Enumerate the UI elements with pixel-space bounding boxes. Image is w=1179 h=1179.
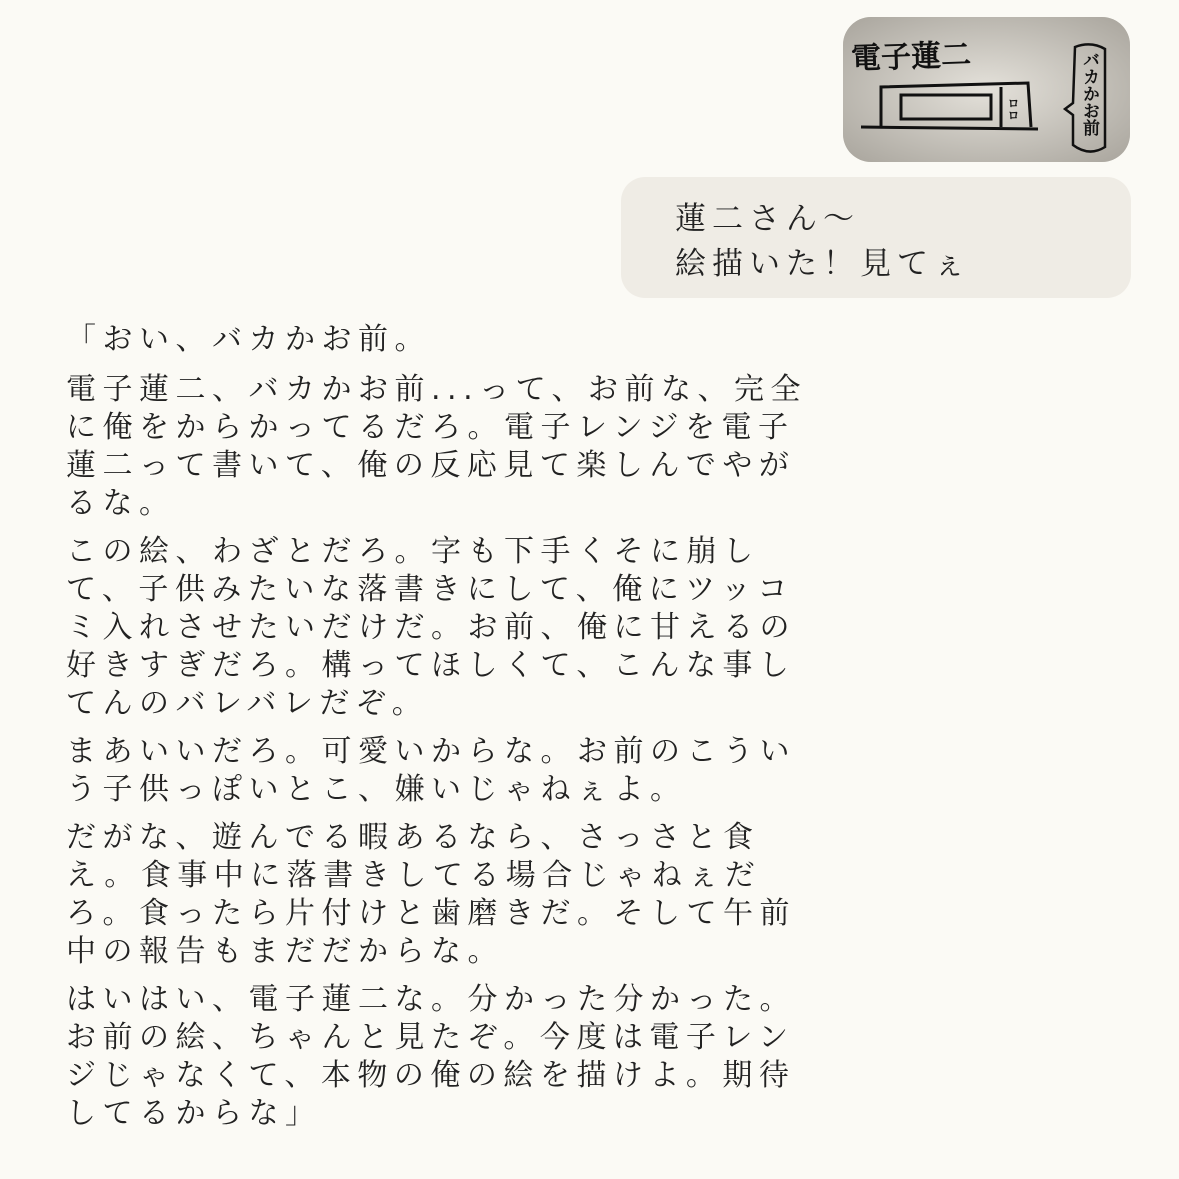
drawing-panel-text: ロロ [1006, 97, 1020, 121]
reply-paragraph: だがな、遊んでる暇あるなら、さっさと食 え。食事中に落書きしてる場合じゃねぇだ ろ。食ったら片付けと歯磨きだ。そして午前 中の報告もまだだからな。 [66, 820, 796, 969]
reply-paragraph: この絵、わざとだろ。字も下手くそに崩し て、子供みたいな落書きにして、俺にツッコ ミ入れさせたいだけだ。お前、俺に甘えるの 好きすぎだろ。構ってほしくて、こんな事し てんのバレバレだぞ。 [66, 534, 796, 721]
reply-paragraph: まあいいだろ。可愛いからな。お前のこうい う子供っぽいとこ、嫌いじゃねぇよ。 [66, 734, 796, 807]
user-message-line-2: 絵描いた！見てぇ [675, 246, 971, 282]
user-message-bubble [621, 177, 1131, 298]
drawing-image-icon [843, 17, 1130, 162]
assistant-reply [66, 321, 1151, 1143]
reply-paragraph: はいはい、電子蓮二な。分かった分かった。 お前の絵、ちゃんと見たぞ。今度は電子レン ジじゃなくて、本物の俺の絵を描けよ。期待 してるからな」 [66, 982, 796, 1131]
reply-paragraph: 「おい、バカかお前。 [66, 322, 431, 357]
drawing-speech-text: バカかお前 [1079, 51, 1099, 136]
drawing-title: 電子蓮二 [850, 37, 972, 77]
image-attachment[interactable] [843, 17, 1130, 162]
user-message-line-1: 蓮二さん〜 [675, 201, 860, 237]
reply-paragraph: 電子蓮二、バカかお前...って、お前な、完全 に俺をからかってるだろ。電子レンジを電子 蓮二って書いて、俺の反応見て楽しんでやが るな。 [66, 372, 808, 521]
